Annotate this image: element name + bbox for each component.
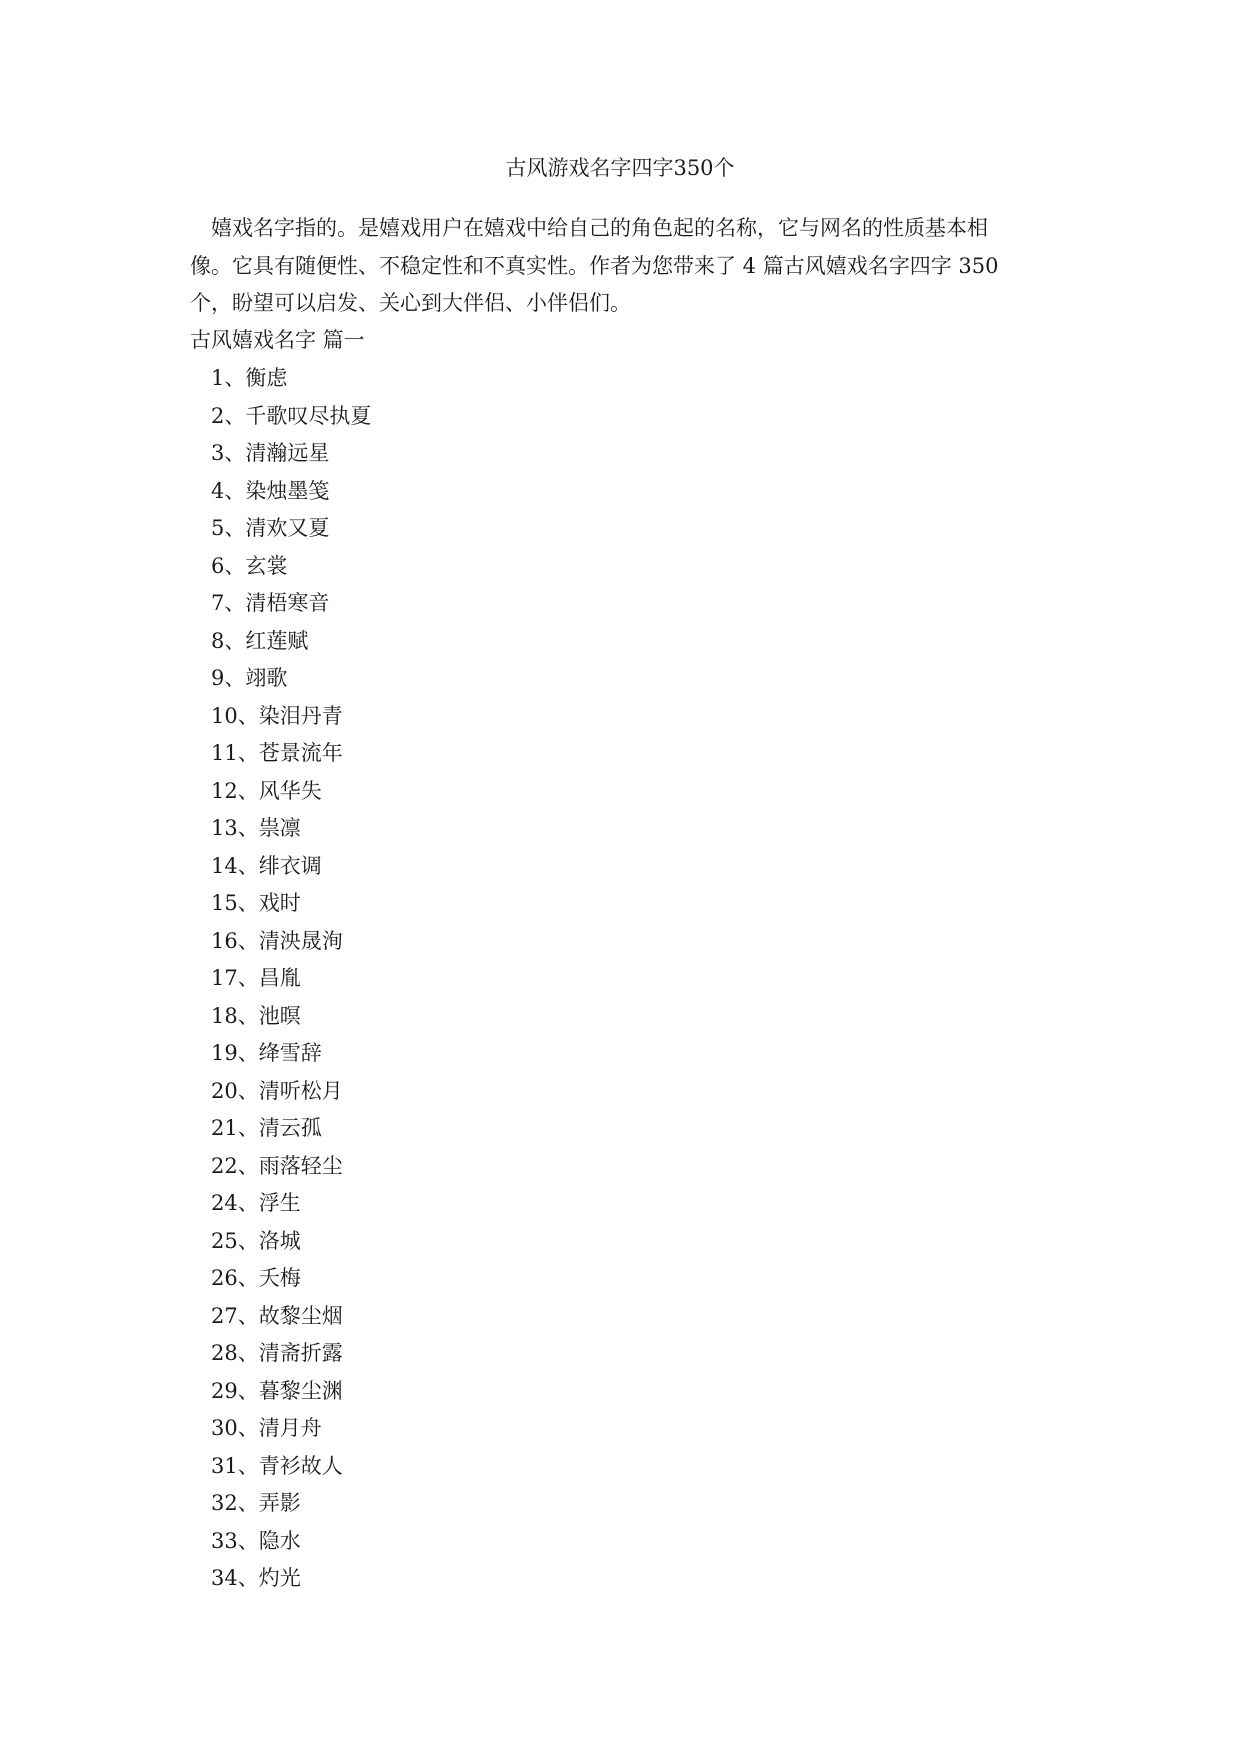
list-item: 11、苍景流年	[211, 741, 343, 765]
list-item: 10、染泪丹青	[211, 703, 343, 728]
list-item: 8、红莲赋	[211, 628, 309, 653]
document-title: 古风游戏名字四字350个	[505, 156, 735, 180]
list-item: 16、清泱晟洵	[211, 928, 343, 953]
list-item: 20、清听松月	[211, 1078, 343, 1103]
list-item: 22、雨落轻尘	[211, 1153, 343, 1178]
list-item: 3、清瀚远星	[211, 441, 330, 465]
list-item: 17、昌胤	[211, 966, 301, 990]
name-list	[211, 360, 371, 1598]
list-item: 1、衡虑	[211, 366, 288, 390]
list-item: 12、风华失	[211, 778, 322, 803]
list-item: 25、洛城	[211, 1228, 301, 1253]
list-item: 15、戏时	[211, 891, 301, 915]
list-item: 7、清梧寒音	[211, 591, 330, 615]
list-item: 31、青衫故人	[211, 1453, 343, 1478]
list-item: 21、清云孤	[211, 1116, 322, 1140]
list-item: 27、故黎尘烟	[211, 1303, 343, 1328]
list-item: 4、染烛墨笺	[211, 478, 330, 503]
list-item: 6、玄裳	[211, 553, 288, 578]
list-item: 34、灼光	[211, 1566, 301, 1590]
section-heading: 古风嬉戏名字 篇一	[190, 328, 365, 352]
list-item: 9、翊歌	[211, 666, 288, 690]
intro-line: 嬉戏名字指的。是嬉戏用户在嬉戏中给自己的角色起的名称，它与网名的性质基本相	[211, 216, 988, 240]
list-item: 19、绛雪辞	[211, 1041, 322, 1065]
list-item: 5、清欢又夏	[211, 516, 330, 540]
list-item: 2、千歌叹尽执夏	[211, 403, 372, 428]
list-item: 18、池暝	[211, 1003, 301, 1028]
intro-line: 像。它具有随便性、不稳定性和不真实性。作者为您带来了 4 篇古风嬉戏名字四字 350	[190, 253, 999, 278]
list-item: 24、浮生	[211, 1191, 301, 1215]
intro-paragraph	[190, 210, 1070, 323]
list-item: 33、隐水	[211, 1528, 301, 1553]
list-item: 26、夭梅	[211, 1266, 301, 1290]
list-item: 32、弄影	[211, 1491, 301, 1515]
list-item: 30、清月舟	[211, 1416, 322, 1440]
list-item: 28、清斋折露	[211, 1341, 343, 1365]
list-item: 29、暮黎尘渊	[211, 1378, 343, 1403]
intro-line: 个，盼望可以启发、关心到大伴侣、小伴侣们。	[190, 291, 631, 315]
list-item: 14、绯衣调	[211, 853, 322, 878]
list-item: 13、祟凛	[211, 816, 301, 840]
